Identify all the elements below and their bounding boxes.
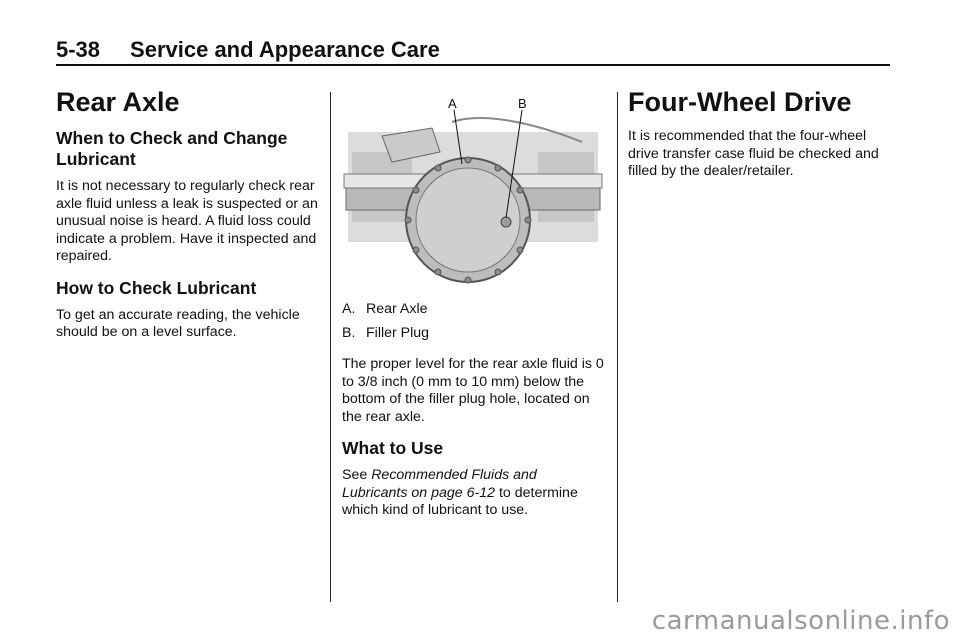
callout-b: B xyxy=(518,96,527,111)
page-number: 5-38 xyxy=(56,37,101,62)
fluid-level-text: The proper level for the rear axle fluid is 0 to 3/8 inch (0 mm to 10 mm) below the bottom of the filler plug hole, located on the rear axle. xyxy=(342,356,604,425)
cross-reference: Recommended Fluids and Lubricants on page 6-12 xyxy=(342,467,537,501)
legend-item: B. Filler Plug xyxy=(342,324,430,341)
column-3 xyxy=(628,86,890,193)
when-to-check-text: It is not necessary to regularly check rear axle fluid unless a leak is suspected or an unusual noise is heard. A fluid loss could indicate a problem. Have it inspected and repaired. xyxy=(56,178,318,264)
watermark: carmanualsonline.info xyxy=(651,606,950,636)
section-title: Service and Appearance Care xyxy=(130,37,440,62)
column-1 xyxy=(56,86,318,354)
column-2 xyxy=(342,92,604,532)
what-to-use-heading: What to Use xyxy=(342,438,444,458)
four-wheel-drive-heading: Four-Wheel Drive xyxy=(628,87,852,117)
four-wheel-drive-text: It is recommended that the four-wheel drive transfer case fluid be checked and filled by the dealer/retailer. xyxy=(628,128,879,179)
what-to-use-text: See Recommended Fluids and Lubricants on page 6-12 to determine which kind of lubricant to use. xyxy=(342,467,578,518)
rear-axle-heading: Rear Axle xyxy=(56,87,180,117)
legend-item: A. Rear Axle xyxy=(342,301,428,317)
rear-axle-illustration xyxy=(342,92,604,288)
figure-legend xyxy=(342,301,604,342)
how-to-check-text: To get an accurate reading, the vehicle should be on a level surface. xyxy=(56,306,300,340)
column-divider-2 xyxy=(617,92,618,602)
when-to-check-heading: When to Check and Change Lubricant xyxy=(56,128,288,169)
column-divider-1 xyxy=(330,92,331,602)
page-header xyxy=(56,38,890,66)
callout-a: A xyxy=(448,96,457,111)
how-to-check-heading: How to Check Lubricant xyxy=(56,277,257,298)
